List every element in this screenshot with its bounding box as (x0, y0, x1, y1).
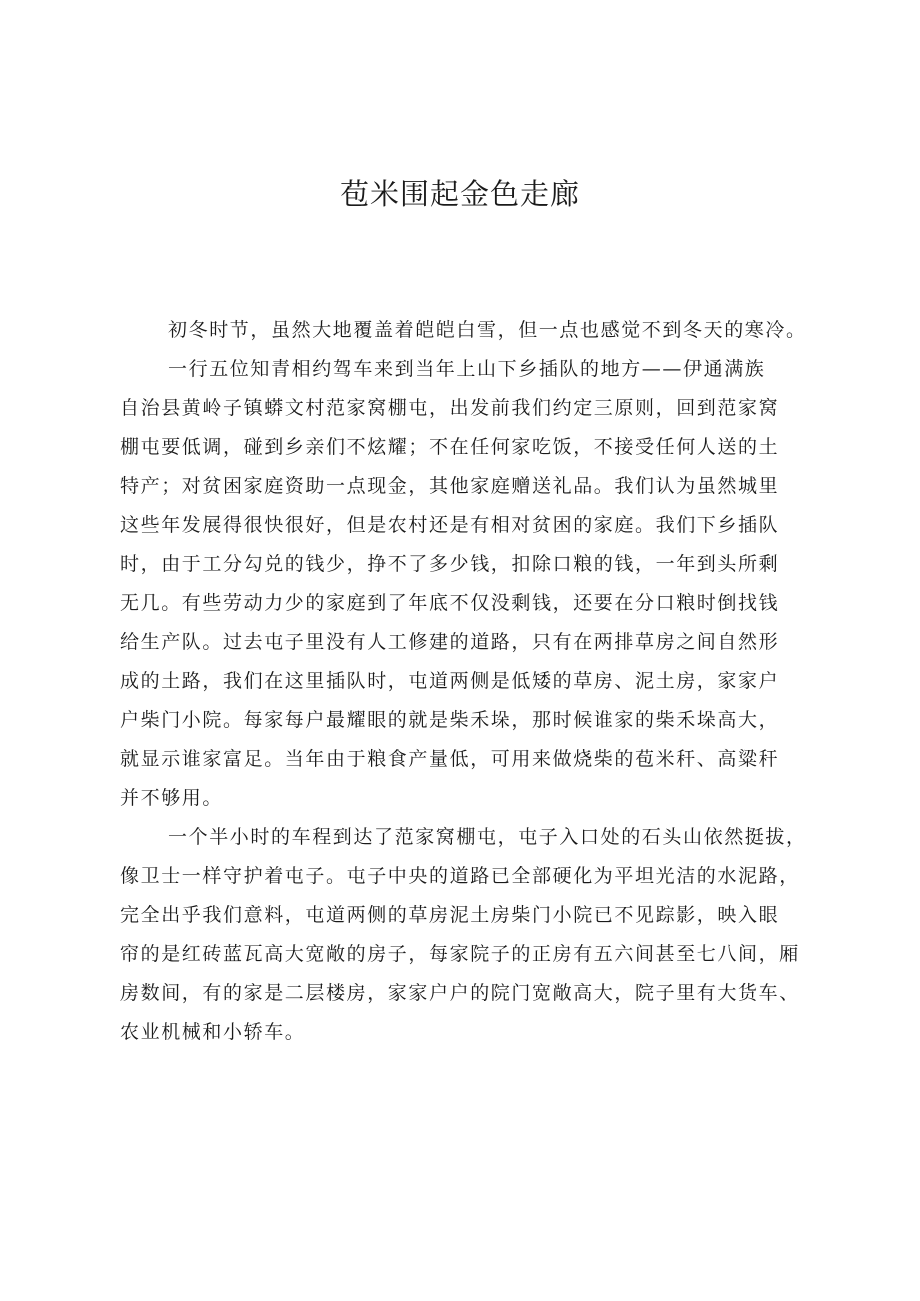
text-line: 帘的是红砖蓝瓦高大宽敞的房子，每家院子的正房有五六间甚至七八间，厢 (120, 943, 800, 965)
text-line: 一个半小时的车程到达了范家窝棚屯，屯子入口处的石头山依然挺拔， (168, 826, 807, 848)
text-line: 时，由于工分勾兑的钱少，挣不了多少钱，扣除口粮的钱，一年到头所剩 (120, 553, 780, 575)
text-line: 户柴门小院。每家每户最耀眼的就是柴禾垛，那时候谁家的柴禾垛高大， (120, 709, 780, 731)
text-line: 成的土路，我们在这里插队时，屯道两侧是低矮的草房、泥土房，家家户 (120, 670, 780, 692)
text-line: 农业机械和小轿车。 (120, 1021, 306, 1043)
text-line: 特产；对贫困家庭资助一点现金，其他家庭赠送礼品。我们认为虽然城里 (120, 475, 780, 497)
text-line: 完全出乎我们意料，屯道两侧的草房泥土房柴门小院已不见踪影，映入眼 (120, 904, 780, 926)
text-line: 给生产队。过去屯子里没有人工修建的道路，只有在两排草房之间自然形 (120, 631, 780, 653)
text-line: 棚屯要低调，碰到乡亲们不炫耀；不在任何家吃饭，不接受任何人送的土 (120, 436, 780, 458)
document-title: 苞米围起金色走廊 (339, 177, 580, 211)
text-line: 房数间，有的家是二层楼房，家家户户的院门宽敞高大，院子里有大货车、 (120, 982, 800, 1004)
text-line: 这些年发展得很快很好，但是农村还是有相对贫困的家庭。我们下乡插队 (120, 514, 780, 536)
text-line: 像卫士一样守护着屯子。屯子中央的道路已全部硬化为平坦光洁的水泥路， (120, 865, 800, 887)
text-line: 无几。有些劳动力少的家庭到了年底不仅没剩钱，还要在分口粮时倒找钱 (120, 592, 780, 614)
text-line: 就显示谁家富足。当年由于粮食产量低，可用来做烧柴的苞米秆、高粱秆 (120, 748, 780, 770)
text-line: 初冬时节，虽然大地覆盖着皑皑白雪，但一点也感觉不到冬天的寒冷。 (168, 319, 807, 341)
text-line: 一行五位知青相约驾车来到当年上山下乡插队的地方——伊通满族 (168, 358, 766, 380)
text-line: 自治县黄岭子镇蟒文村范家窝棚屯，出发前我们约定三原则，回到范家窝 (120, 397, 780, 419)
text-line: 并不够用。 (120, 787, 224, 809)
